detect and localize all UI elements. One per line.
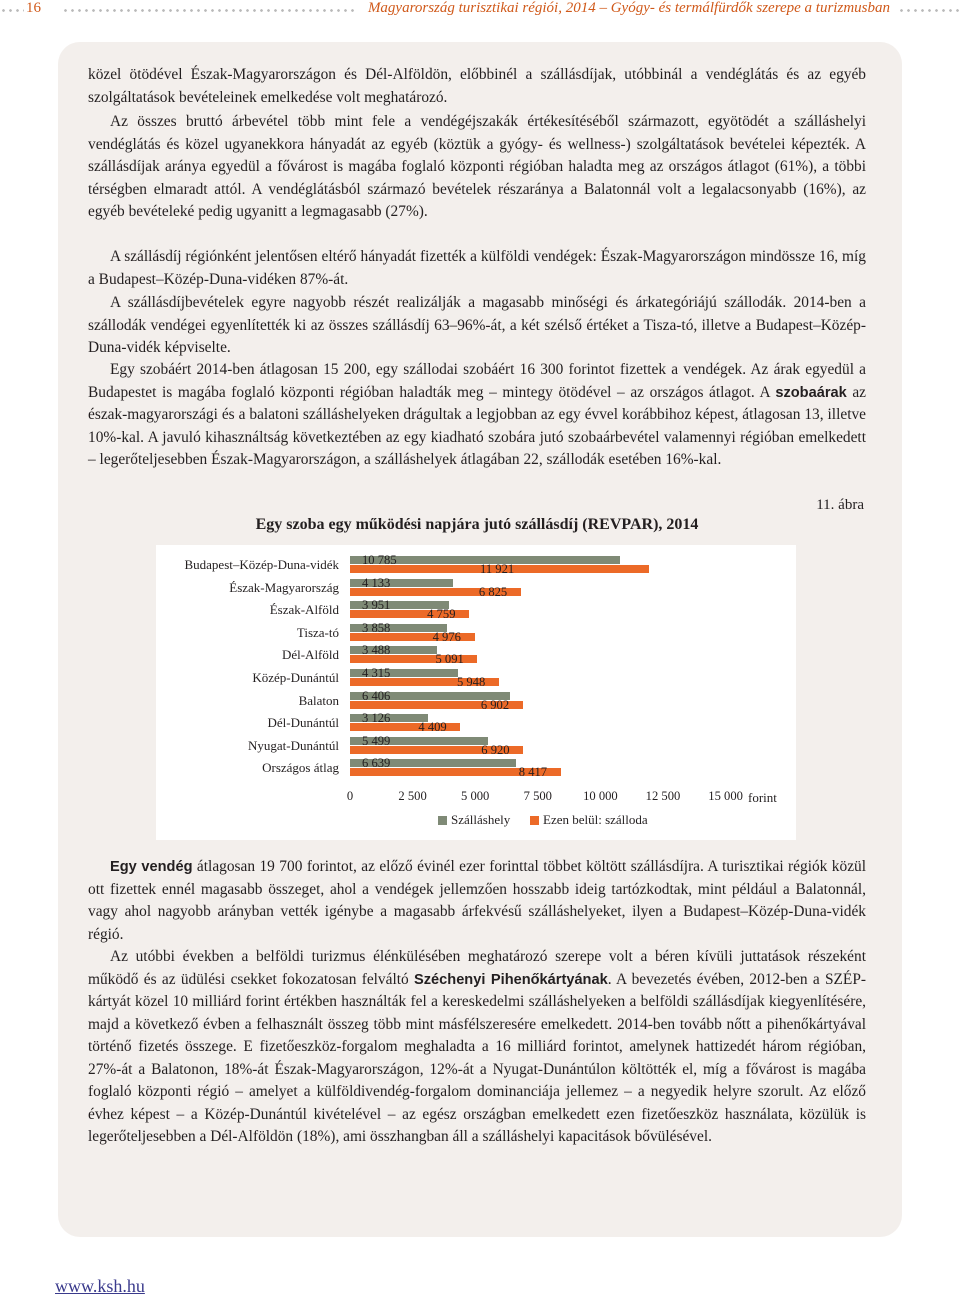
paragraph-6-keyword: Egy vendég — [110, 859, 193, 875]
legend-label: Ezen belül: szálloda — [543, 812, 648, 827]
value-label-szallashely: 3 126 — [362, 711, 391, 726]
legend-item — [438, 812, 510, 828]
paragraph-6-text: átlagosan 19 700 forintot, az előző évinél ezer forinttal többet költött szállásdíjra. A turisztikai régiók közül ott fizettek ennél magasabb összeget, ahol a vendégek jellemzően hosszabb ideig tartózkodtak, mint például a Balatonnál, vagy ahol nagyobb arányban vették igénybe a magasabb árfekvésű szálláshelyeket, ilyen a Budapest–Közép-Duna-vidék régió. — [88, 858, 866, 943]
value-label-szallashely: 6 406 — [362, 688, 391, 703]
category-label: Országos átlag — [262, 760, 339, 776]
x-tick-label: 5 000 — [461, 789, 490, 803]
page-header — [0, 0, 960, 22]
page-number: 16 — [26, 0, 41, 16]
paragraph-5-keyword: szobaárak — [775, 384, 847, 401]
value-label-szallashely: 3 858 — [362, 620, 391, 635]
legend-swatch — [438, 816, 447, 825]
value-label-szalloda: 6 902 — [480, 697, 510, 712]
paragraph-2 — [88, 111, 866, 224]
value-label-szallashely: 10 785 — [362, 553, 397, 567]
paragraph-2-text: Az összes bruttó árbevétel több mint fele a vendégéjszakák értékesítéséből származott, egyötödét a szálláshelyi vendéglátás és közel ugyanekkora hányadát az egyéb (köztük a gyógy- és wellness-) szolgáltatások bevételei képezték. A szállásdíjak aránya egyedül a fővárost is magába foglaló központi régióban haladta meg az országos átlagot (61%), a többi térségben elmaradt attól. A vendéglátásból származó bevételek részaránya a Balatonnál volt a legalacsonyabb (16%), az egyéb bevételeké pedig ugyanitt a legmagasabb (27%). — [88, 113, 866, 220]
value-label-szallashely: 5 499 — [362, 733, 391, 748]
legend-swatch — [530, 816, 539, 825]
running-title: Magyarország turisztikai régiói, 2014 – Gyógy- és termálfürdők szerepe a turizmusban — [367, 0, 890, 16]
figure-number: 11. ábra — [816, 497, 864, 513]
value-label-szallashely: 3 951 — [362, 598, 391, 613]
value-label-szalloda: 4 976 — [432, 629, 461, 644]
legend-item — [530, 812, 648, 828]
value-label-szalloda: 4 759 — [427, 607, 456, 622]
paragraph-6 — [88, 856, 866, 946]
paragraph-5 — [88, 359, 866, 472]
x-tick-label: 12 500 — [645, 789, 681, 803]
x-tick-label: 15 000 — [708, 789, 743, 803]
paragraph-5-text-a: Egy szobáért 2014-ben átlagosan 15 200, egy szállodai szobáért 16 300 forintot fizettek a vendégek. Az árak egyedül a Budapestet is magába foglaló központi régióban haladták meg – mintegy ötödével – az országos átlagot. A — [88, 361, 866, 401]
paragraph-4-text: A szállásdíjbevételek egyre nagyobb részét realizálják a magasabb minőségi és árkategóriájú szállodák. 2014-ben a szállodák vendégei egyenlítették ki az összes szállásdíj 63–96%-át, a két szélső értéket a Tisza-tó, illetve a Budapest–Közép-Duna-vidék képviselte. — [88, 294, 866, 356]
category-label: Tisza-tó — [296, 624, 339, 640]
header-dots-right — [898, 9, 960, 12]
paragraph-1 — [88, 64, 866, 109]
value-label-szallashely: 4 133 — [362, 575, 391, 590]
category-label: Dél-Dunántúl — [267, 715, 339, 731]
paragraph-4 — [88, 292, 866, 360]
value-label-szalloda: 5 948 — [456, 675, 486, 689]
x-tick-label: 10 000 — [583, 789, 618, 803]
category-label: Balaton — [298, 692, 339, 708]
value-label-szalloda: 4 409 — [418, 720, 447, 735]
value-label-szalloda: 5 091 — [435, 652, 464, 667]
category-label: Észak-Magyarország — [229, 579, 339, 595]
category-label: Nyugat-Dunántúl — [248, 737, 339, 753]
paragraph-5-text-c: az észak-magyarországi és a balatoni szálláshelyeken drágultak a legjobban az egy évvel korábbihoz képest, átlagosan 13, illetve 10%-kal. A javuló kihasználtság következtében az egy kiadható szobára jutó szobaárbevétel valamennyi régióban emelkedett – legerőteljesebben Észak-Magyarországon, a szálláshelyek átlagában 22, szállodák esetében 16%-kal. — [88, 383, 867, 468]
value-label-szallashely: 4 315 — [362, 666, 391, 680]
header-dots-middle — [62, 9, 358, 12]
category-label: Budapest–Közép-Duna-vidék — [184, 557, 339, 572]
paragraph-3 — [88, 246, 866, 291]
paragraph-7 — [88, 946, 866, 1149]
category-label: Észak-Alföld — [269, 602, 339, 618]
x-tick-label: 7 500 — [523, 789, 552, 803]
chart-title: Egy szoba egy működési napjára jutó szállásdíj (REVPAR), 2014 — [255, 516, 699, 533]
value-label-szallashely: 6 639 — [362, 756, 391, 771]
value-label-szallashely: 3 488 — [362, 643, 391, 658]
x-tick-label: 2 500 — [398, 789, 427, 803]
paragraph-7-keyword: Széchenyi Pihenőkártyának — [414, 971, 608, 988]
value-label-szalloda: 6 825 — [478, 584, 508, 599]
legend-label: Szálláshely — [451, 812, 511, 827]
paragraph-7-text-c: . A bevezetés évében, 2012-ben a SZÉP-kártyát közel 10 milliárd forint értékben használták fel a kereskedelmi szálláshelyeken a belföldi szállásdíjak kiegyenlítésére, majd a következő évben a felhasznált összeg több mint másfélszeresére emelkedett. 2014-ben tovább nőtt a pihenőkártyával történő fizetés összege. E fizetőeszköz-forgalom meghaladta a 16 milliárd forintot, amelynek hattizedét három régióban, 27%-át a Balatonon, 18%-át Észak-Magyarországon, 12%-át a Nyugat-Dunántúlon költötték el, míg a fővárost is magába foglaló központi régió – amelyet a külföldivendég-forgalom dominanciája jellemez – a negyedik helyre szorult. Az előző évhez képest – a Közép-Dunántúl kivételével – az egész országban emelkedett ezen fizetőeszköz használata, közülük is legerőteljesebben a Dél-Alföldön (18%), ami összhangban áll a szálláshelyi kapacitások bővülésével. — [88, 970, 867, 1145]
x-tick-label: 0 — [346, 789, 354, 803]
value-label-szalloda: 11 921 — [480, 562, 515, 576]
header-dots-left — [0, 9, 24, 12]
category-label: Közép-Dunántúl — [252, 670, 339, 685]
value-label-szalloda: 8 417 — [518, 765, 548, 780]
ksh-website-link[interactable]: www.ksh.hu — [55, 1276, 145, 1296]
category-label: Dél-Alföld — [281, 647, 339, 663]
paragraph-7-text-a: Az utóbbi években a belföldi turizmus élénkülésében meghatározó szerepe volt a béren kívüli juttatások részeként működő és az üdülési csekket fokozatosan felváltó — [88, 948, 866, 988]
paragraph-3-text: A szállásdíj régiónként jelentősen eltérő hányadát fizették a külföldi vendégek: Észak-Magyarországon mindössze 16, míg a Budapest–Közép-Duna-vidéken 87%-át. — [88, 248, 866, 288]
value-label-szalloda: 6 920 — [481, 742, 510, 757]
x-axis-unit: forint — [748, 790, 777, 805]
paragraph-1-text: közel ötödével Észak-Magyarországon és Dél-Alföldön, előbbinél a szállásdíjak, utóbbinál a vendéglátás és az egyéb szolgáltatások bevételeinek emelkedése volt meghatározó. — [88, 66, 866, 106]
